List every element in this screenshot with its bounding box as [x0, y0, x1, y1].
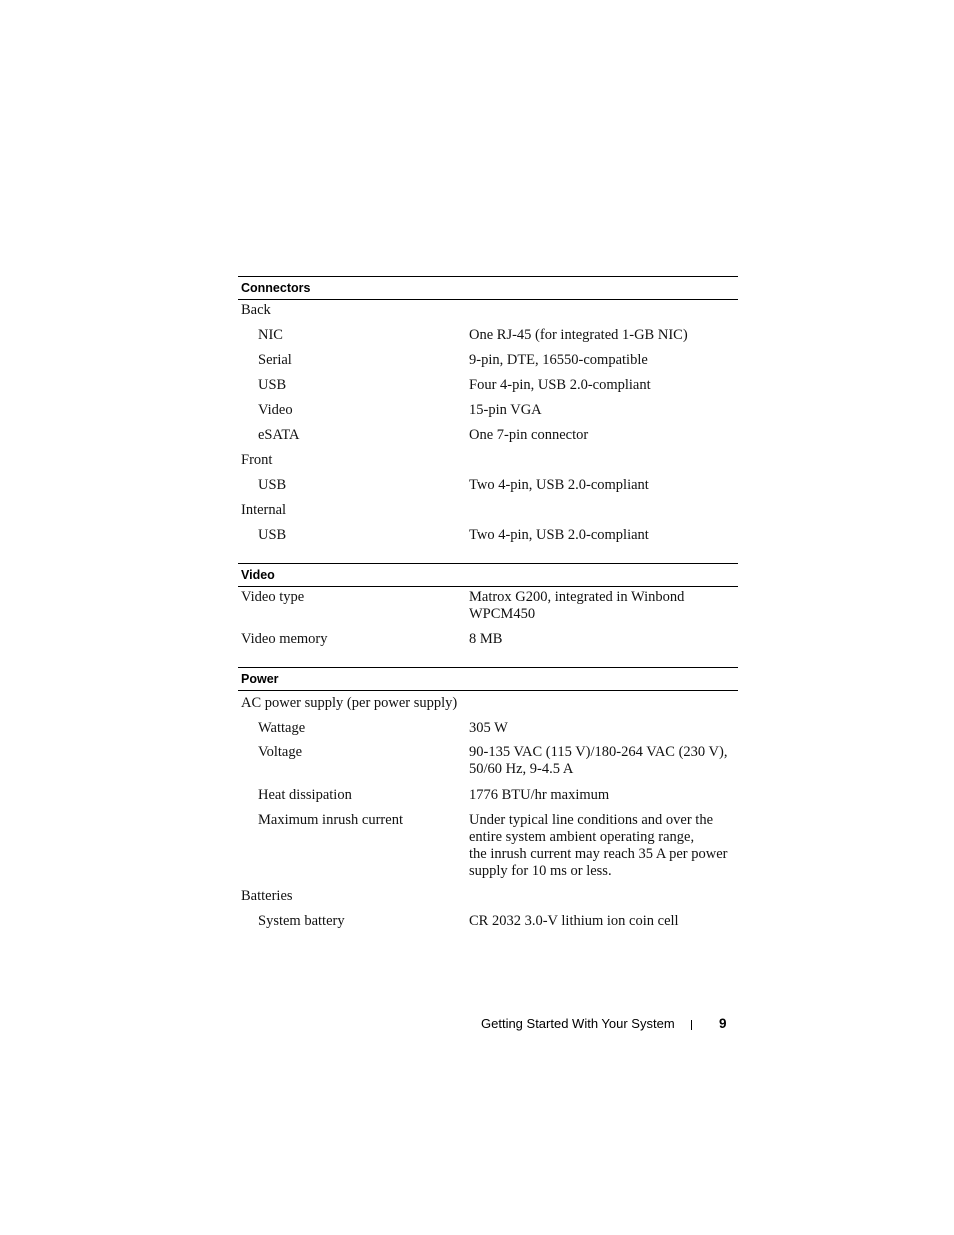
- spec-row: [238, 352, 738, 377]
- value-line: the inrush current may reach 35 A per power: [469, 846, 728, 862]
- spec-label: USB: [258, 477, 287, 493]
- spec-row: [238, 377, 738, 402]
- spec-label: Video: [258, 402, 293, 418]
- group-row-back: [238, 302, 738, 327]
- spec-value: One 7-pin connector: [469, 427, 589, 443]
- spec-row: [238, 744, 738, 787]
- group-label-internal: Internal: [241, 502, 287, 518]
- spec-label: Heat dissipation: [258, 787, 352, 803]
- spec-label: NIC: [258, 327, 283, 343]
- spec-row: [238, 720, 738, 744]
- group-label-front: Front: [241, 452, 273, 468]
- spec-label: Maximum inrush current: [258, 812, 403, 828]
- group-row-front: [238, 452, 738, 477]
- spec-label: Wattage: [258, 720, 306, 736]
- value-line: 8 MB: [469, 631, 503, 647]
- spec-label: Voltage: [258, 744, 303, 760]
- footer-separator: [691, 1020, 692, 1030]
- group-label-ac-power: AC power supply (per power supply): [241, 695, 458, 711]
- spec-value: 15-pin VGA: [469, 402, 542, 418]
- group-row-ac-power: [238, 695, 738, 720]
- spec-label: Video memory: [241, 631, 328, 647]
- group-label-back: Back: [241, 302, 271, 318]
- spec-value: [469, 744, 738, 787]
- spec-value: One RJ-45 (for integrated 1-GB NIC): [469, 327, 688, 343]
- video-table: [238, 563, 738, 656]
- group-row-batteries: [238, 888, 738, 913]
- value-line: Matrox G200, integrated in Winbond: [469, 589, 685, 605]
- spec-value: Two 4-pin, USB 2.0-compliant: [469, 527, 649, 543]
- spec-row: [238, 402, 738, 427]
- value-line: CR 2032 3.0-V lithium ion coin cell: [469, 913, 679, 929]
- spec-value: [469, 631, 738, 656]
- value-line: WPCM450: [469, 606, 536, 622]
- spec-row: [238, 477, 738, 502]
- spec-row: [238, 631, 738, 656]
- power-heading: Power: [238, 667, 738, 691]
- spec-value: Four 4-pin, USB 2.0-compliant: [469, 377, 651, 393]
- spec-value: Two 4-pin, USB 2.0-compliant: [469, 477, 649, 493]
- group-label-batteries: Batteries: [241, 888, 293, 904]
- spec-value: [469, 812, 738, 888]
- spec-value: [469, 913, 738, 938]
- group-row-internal: [238, 502, 738, 527]
- value-line: supply for 10 ms or less.: [469, 863, 612, 879]
- connectors-heading: Connectors: [238, 276, 738, 300]
- spec-value: 9-pin, DTE, 16550-compatible: [469, 352, 648, 368]
- value-line: 1776 BTU/hr maximum: [469, 787, 610, 803]
- spec-value: [469, 589, 738, 631]
- power-table: [238, 667, 738, 938]
- spec-row: [238, 787, 738, 812]
- spec-label: Video type: [241, 589, 305, 605]
- spec-label: USB: [258, 527, 287, 543]
- spec-row: [238, 589, 738, 631]
- spec-row: [238, 812, 738, 888]
- page-number: 9: [719, 1016, 727, 1031]
- spec-row: [238, 913, 738, 938]
- value-line: 305 W: [469, 720, 508, 736]
- spec-row: [238, 527, 738, 552]
- spec-label: System battery: [258, 913, 345, 929]
- value-line: 90-135 VAC (115 V)/180-264 VAC (230 V),: [469, 744, 728, 760]
- value-line: entire system ambient operating range,: [469, 829, 695, 845]
- spec-row: [238, 427, 738, 452]
- page-footer: [0, 1015, 954, 1035]
- spec-label: eSATA: [258, 427, 300, 443]
- connectors-table: [238, 276, 738, 552]
- footer-title: Getting Started With Your System: [481, 1016, 675, 1031]
- value-line: Under typical line conditions and over the: [469, 812, 714, 828]
- spec-label: USB: [258, 377, 287, 393]
- spec-label: Serial: [258, 352, 292, 368]
- spec-row: [238, 327, 738, 352]
- spec-value: [469, 787, 738, 812]
- value-line: 50/60 Hz, 9-4.5 A: [469, 761, 574, 777]
- video-heading: Video: [238, 563, 738, 587]
- spec-value: [469, 720, 738, 744]
